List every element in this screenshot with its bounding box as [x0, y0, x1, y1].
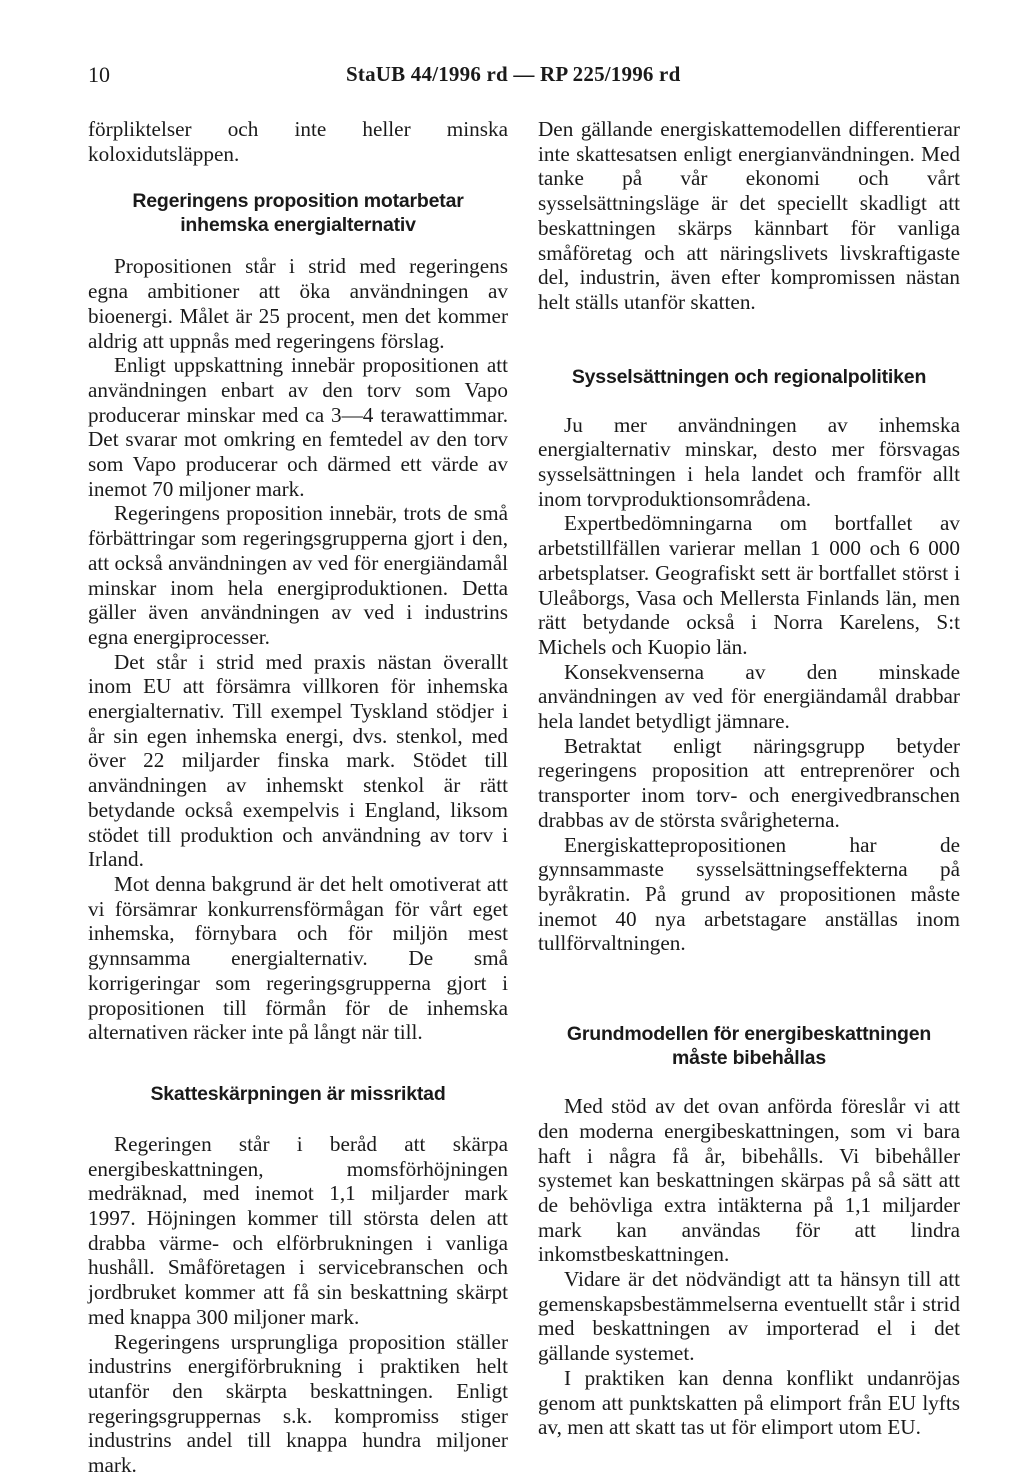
paragraph: Vidare är det nödvändigt att ta hänsyn till att gemenskapsbestämmelserna eventuellt står i strid med beskattningen av importerad el i det gällande systemet.: [538, 1267, 960, 1366]
section-heading: Sysselsättningen och regionalpolitiken: [571, 365, 927, 388]
page-number: 10: [88, 62, 110, 87]
paragraph: Energiskattepropositionen har de gynnsammaste sysselsättningseffekterna på byråkratin. På grund av propositionen måste inemot 40 nya arbetstagare anställas inom tullförvaltningen.: [538, 832, 960, 956]
right-column: [538, 117, 960, 1440]
paragraph: Regeringen står i beråd att skärpa energibeskattningen, momsförhöjningen medräknad, med inemot 1,1 miljarder mark 1997. Höjningen kommer till största delen att drabba värme- och elförbrukningen i vanliga hushåll. Småföretagen i servicebranschen och jordbruket kommer att få sin beskattning skärpt med knappa 300 miljoner mark.: [88, 1131, 508, 1329]
paragraph: Enligt uppskattning innebär propositionen att användningen enbart av den torv som Vapo producerar minskar med ca 3—4 terawattimmar. Det svarar mot omkring en femtedel av den torv som Vapo producerar och därmed ett värde av inemot 70 miljoner mark.: [88, 353, 508, 501]
paragraph: Det står i strid med praxis nästan överallt inom EU att försämra villkoren för inhemska energialternativ. Till exempel Tyskland stödjer i år sin egen inhemska energi, dvs. stenkol, med över 22 miljarder finska mark. Stödet till användningen av inhemskt stenkol är rätt betydande också exempelvis i England, liksom stödet till produktion och användning av torv i Irland.: [88, 649, 508, 872]
running-head: StaUB 44/1996 rd — RP 225/1996 rd: [346, 62, 681, 86]
paragraph: I praktiken kan denna konflikt undanröjas genom att punktskatten på elimport från EU lyfts av, men att skatt tas ut för elimport utom EU.: [538, 1365, 960, 1440]
paragraph: Den gällande energiskattemodellen differentierar inte skattesatsen enligt energianvändningen. Med tanke på vår ekonomi och vårt sysselsättningsläge är det speciellt skadligt att beskattningen skärps kännbart för vanliga småföretag och att näringslivets livskraftigaste del, industrin, även efter kompromissen nästan helt ställs utanför skatten.: [538, 117, 960, 314]
section-heading: Grundmodellen för energibeskattningen måste bibehållas: [566, 1023, 932, 1070]
left-column: [88, 117, 508, 1478]
paragraph: Propositionen står i strid med regeringens egna ambitioner att öka användningen av bioenergi. Målet är 25 procent, men det kommer aldrig att uppnås med regeringens förslag.: [88, 254, 508, 353]
section-heading: Regeringens proposition motarbetar inhemska energialternativ: [132, 190, 464, 237]
paragraph: Betraktat enligt näringsgrupp betyder regeringens proposition att entreprenörer och transporter inom torv- och energivedbranschen drabbas av de största svårigheterna.: [538, 733, 960, 832]
paragraph: Regeringens proposition innebär, trots de små förbättringar som regeringsgrupperna gjort i den, att också användningen av ved för energiändamål minskar inom hela energiproduktionen. Detta gäller även användningen av ved i industrins egna energiprocesser.: [88, 501, 508, 649]
paragraph: Mot denna bakgrund är det helt omotiverat att vi försämrar konkurrensförmågan för vårt eget inhemska, förnybara och för miljön mest gynnsamma energialternativ. De små korrigeringar som regeringsgrupperna gjort i propositionen till förmån för de inhemska alternativen räcker inte på långt när till.: [88, 871, 508, 1045]
paragraph: Med stöd av det ovan anförda föreslår vi att den moderna energibeskattningen, som vi bara haft i några få år, bibehålls. Vi bibehåller systemet kan beskattningen skärpas på så sätt att de behövliga extra intäkterna på 1,1 miljarder mark kan användas för att lindra inkomstbeskattningen.: [538, 1094, 960, 1267]
paragraph: Regeringens ursprungliga proposition ställer industrins energiförbrukning i praktiken helt utanför den skärpta beskattningen. Enligt regeringsgruppernas s.k. kompromiss stiger industrins andel till knappa hundra miljoner mark.: [88, 1329, 508, 1478]
section-heading: Skatteskärpningen är missriktad: [150, 1082, 446, 1105]
page-header: [88, 62, 936, 92]
paragraph: Ju mer användningen av inhemska energialternativ minskar, desto mer försvagas sysselsättningen i hela landet och framför allt inom torvproduktionsområdena.: [538, 412, 960, 511]
paragraph: Expertbedömningarna om bortfallet av arbetstillfällen varierar mellan 1 000 och 6 000 arbetsplatser. Geografiskt sett är bortfallet störst i Uleåborgs, Vasa och Mellersta Finlands län, men rätt betydande också i Norra Karelens, S:t Michels och Kuopio län.: [538, 511, 960, 659]
paragraph: Konsekvenserna av den minskade användningen av ved för energiändamål drabbar hela landet betydligt jämnare.: [538, 659, 960, 734]
paragraph: förpliktelser och inte heller minska koloxidutsläppen.: [88, 117, 508, 166]
